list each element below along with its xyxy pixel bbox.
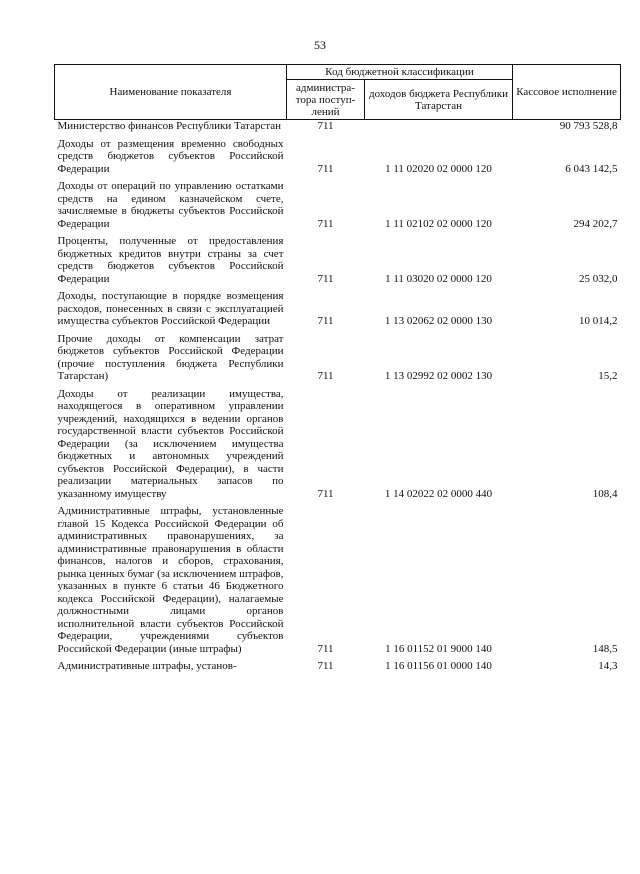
row-code: 1 13 02992 02 0002 130: [384, 370, 493, 382]
row-administrator: 711: [317, 217, 334, 230]
table-row: [55, 120, 621, 138]
row-name: Доходы от реализации имущества, находящегося в оперативном управлении учреждений, находящихся в ведении органов государственной власти субъектов Российской Федерации (за исключением имущества бюджетных и автономных учреждений субъектов Российской Федерации), в части реализации материальных запасов по указанному имуществу: [57, 387, 284, 500]
row-name: Прочие доходы от компенсации затрат бюджетов субъектов Российской Федерации (прочие поступления бюджета Республики Татарстан): [57, 332, 284, 382]
header-execution: Кассовое исполнение: [513, 65, 621, 120]
row-administrator: 711: [317, 370, 334, 382]
row-execution: 108,4: [592, 487, 618, 500]
row-administrator: 711: [317, 642, 334, 655]
header-administrator: администра-тора поступ-лений: [287, 80, 365, 120]
row-execution: 90 793 528,8: [559, 120, 618, 132]
budget-table: [54, 64, 621, 678]
table-row: [55, 660, 621, 678]
table-row: [55, 138, 621, 181]
table-row: [55, 505, 621, 660]
table-row: [55, 235, 621, 290]
row-code: 1 16 01156 01 0000 140: [385, 660, 492, 672]
header-indicator: Наименование показателя: [55, 65, 287, 120]
header-budget-classification: Код бюджетной классификации: [287, 65, 513, 80]
row-name: Министерство финансов Республики Татарстан: [57, 120, 281, 132]
row-name: Доходы от размещения временно свободных средств бюджетов субъектов Российской Федерации: [57, 137, 284, 175]
row-code: 1 11 02102 02 0000 120: [385, 217, 492, 230]
table-row: [55, 180, 621, 235]
row-code: 1 13 02062 02 0000 130: [384, 315, 493, 327]
row-administrator: 711: [317, 315, 334, 327]
row-name: Проценты, полученные от предоставления бюджетных кредитов внутри страны за счет средств бюджетов субъектов Российской Федерации: [57, 235, 284, 285]
row-name: Доходы от операций по управлению остатками средств на едином казначейском счете, зачисляемые в бюджеты субъектов Российской Федерации: [57, 180, 284, 230]
row-execution: 14,3: [598, 660, 618, 672]
row-execution: 148,5: [592, 642, 618, 655]
row-code: [365, 120, 513, 138]
row-administrator: 711: [317, 660, 334, 672]
page-number: 53: [314, 38, 326, 52]
row-administrator: 711: [317, 272, 334, 285]
row-code: 1 16 01152 01 9000 140: [385, 642, 492, 655]
table-row: [55, 333, 621, 388]
table-row: [55, 388, 621, 506]
row-execution: 6 043 142,5: [565, 162, 618, 175]
row-execution: 25 032,0: [579, 272, 618, 285]
table-row: [55, 290, 621, 333]
row-name: Административные штрафы, установленные главой 15 Кодекса Российской Федерации об административных правонарушениях, за административные правонарушения в области финансов, налогов и сборов, страхования, рынка ценных бумаг (за исключением штрафов, указанных в пункте 6 статьи 46 Бюджетного кодекса Российской Федерации), налагаемые должностными лицами органов исполнительной власти субъектов Российской Федерации, учреждениями субъектов Российской Федерации (иные штрафы): [57, 505, 284, 655]
row-name: Доходы, поступающие в порядке возмещения расходов, понесенных в связи с эксплуатацией имущества субъектов Российской Федерации: [57, 290, 284, 327]
row-code: 1 11 02020 02 0000 120: [385, 162, 492, 175]
row-administrator: 711: [317, 487, 334, 500]
row-execution: 10 014,2: [579, 315, 618, 327]
row-code: 1 14 02022 02 0000 440: [384, 487, 493, 500]
header-income: доходов бюджета Республики Татарстан: [365, 80, 513, 120]
row-administrator: 711: [317, 120, 334, 132]
row-execution: 15,2: [598, 370, 618, 382]
row-code: 1 11 03020 02 0000 120: [385, 272, 492, 285]
row-name: Административные штрафы, установ-: [57, 660, 237, 672]
row-administrator: 711: [317, 162, 334, 175]
row-execution: 294 202,7: [573, 217, 618, 230]
